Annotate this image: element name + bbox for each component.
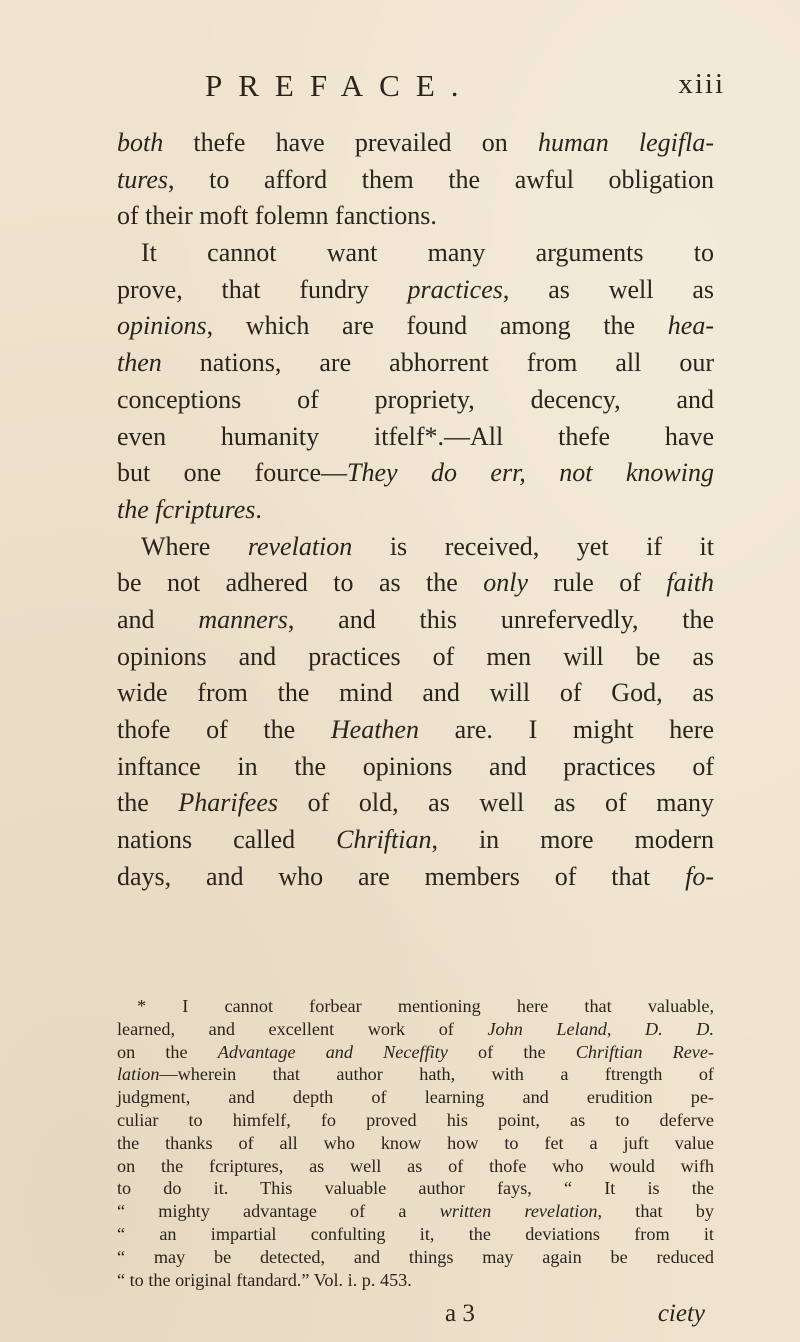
page-number: xiii xyxy=(678,68,725,100)
main-text xyxy=(117,125,714,895)
text-line: then nations, are abhorrent from all our xyxy=(117,348,714,378)
text-line: even humanity itfelf*.—All thefe have xyxy=(117,421,714,451)
running-head-title: PREFACE. xyxy=(205,68,475,103)
text-line: the fcriptures. xyxy=(117,494,262,524)
footnote-line: “ may be detected, and things may again be reduced xyxy=(117,1246,714,1267)
footnote-line: learned, and excellent work of John Leland, D. D. xyxy=(117,1018,714,1039)
text-line: of their moft folemn fanctions. xyxy=(117,201,437,231)
text-line: nations called Chriftian, in more modern xyxy=(117,825,714,855)
footnote-line: “ to the original ftandard.” Vol. i. p. 453. xyxy=(117,1269,412,1290)
running-head xyxy=(205,68,725,108)
footnote-line: on the Advantage and Neceffity of the Chriftian Reve- xyxy=(117,1041,714,1062)
text-line: Where revelation is received, yet if it xyxy=(141,531,714,561)
text-line: conceptions of propriety, decency, and xyxy=(117,384,714,414)
text-line: days, and who are members of that fo- xyxy=(117,861,714,891)
text-line: but one fource—They do err, not knowing xyxy=(117,458,714,488)
text-line: inftance in the opinions and practices of xyxy=(117,751,714,781)
text-line: and manners, and this unrefervedly, the xyxy=(117,604,715,634)
text-line: opinions and practices of men will be as xyxy=(117,641,714,671)
footnote-line: “ mighty advantage of a written revelation, that by xyxy=(117,1201,714,1222)
signature-mark: a 3 xyxy=(445,1300,475,1327)
catchword: ciety xyxy=(657,1300,705,1327)
text-line: It cannot want many arguments to xyxy=(141,238,714,268)
footnote-line: lation—wherein that author hath, with a ftrength of xyxy=(117,1064,714,1085)
text-line: wide from the mind and will of God, as xyxy=(117,678,714,708)
text-line: tures, to afford them the awful obligation xyxy=(117,164,714,194)
footnote-line: culiar to himfelf, fo proved his point, as to deferve xyxy=(117,1109,714,1130)
text-line: opinions, which are found among the hea- xyxy=(117,311,714,341)
footnote-line: the thanks of all who know how to fet a juft value xyxy=(117,1132,714,1153)
text-line: both thefe have prevailed on human legifla- xyxy=(117,128,714,157)
text-line: thofe of the Heathen are. I might here xyxy=(117,715,715,744)
footnote-line: * I cannot forbear mentioning here that valuable, xyxy=(137,996,714,1016)
text-line: the Pharifees of old, as well as of many xyxy=(117,788,715,818)
footnote xyxy=(117,995,714,1291)
footnote-line: “ an impartial confulting it, the deviations from it xyxy=(117,1223,714,1244)
footnote-line: to do it. This valuable author fays, “ It is the xyxy=(117,1178,714,1199)
page-footer xyxy=(445,1300,705,1332)
footnote-line: on the fcriptures, as well as of thofe who would wifh xyxy=(117,1155,714,1176)
text-line: prove, that fundry practices, as well as xyxy=(117,274,714,304)
footnote-line: judgment, and depth of learning and erudition pe- xyxy=(117,1087,714,1108)
text-line: be not adhered to as the only rule of faith xyxy=(117,568,714,598)
